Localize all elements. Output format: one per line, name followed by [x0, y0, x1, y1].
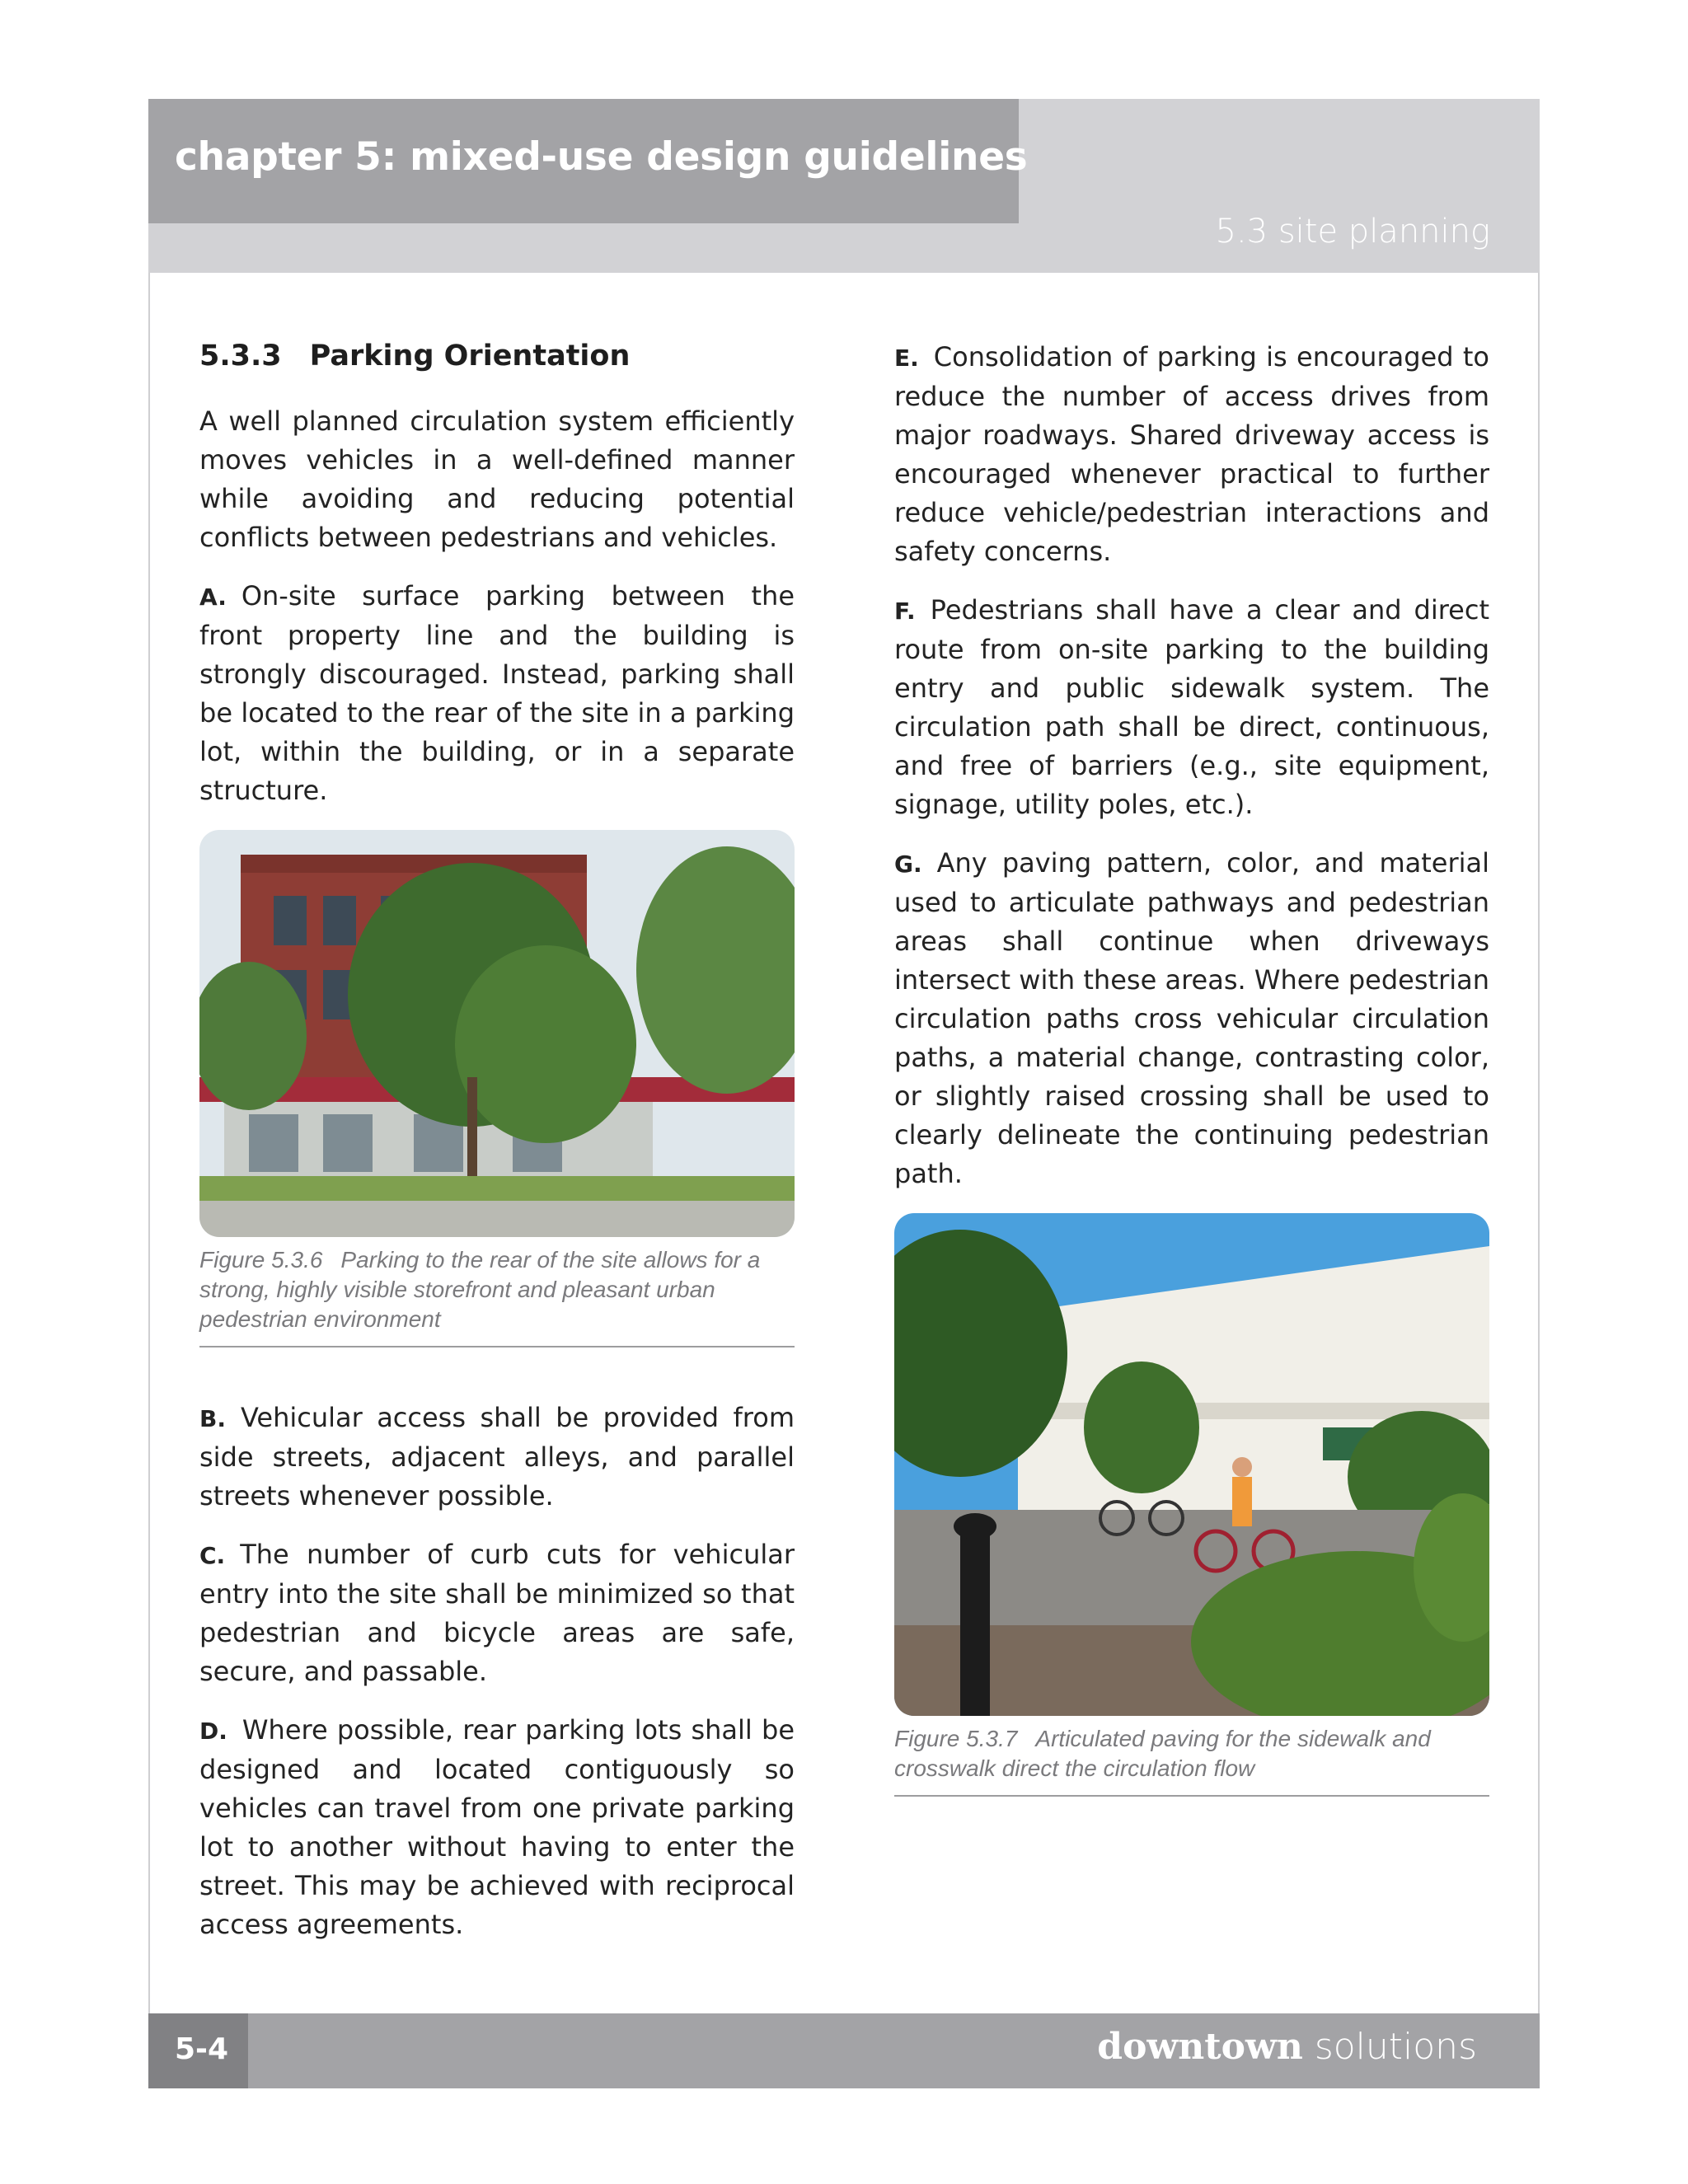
figure-caption [894, 1716, 1489, 1797]
intro-paragraph: A well planned circulation system efficiently moves vehicles in a well-defined manner while avoiding and reducing potential conflicts between pedestrians and vehicles. [199, 405, 795, 553]
item-text: Consolidation of parking is encouraged to reduce the number of access drives from major roadways. Shared driveway access is encouraged whenever practical to further reduce vehicle/pedestrian interactions and safety concerns. [894, 341, 1489, 567]
item-letter: F. [894, 598, 916, 625]
figure-caption-text: Parking to the rear of the site allows for a strong, highly visible storefront and pleasant urban pedestrian environment [199, 1246, 761, 1332]
section-label: 5.3 site planning [1215, 213, 1490, 251]
item-letter: D. [199, 1717, 227, 1745]
brand-light: solutions [1314, 2026, 1477, 2068]
section-number: 5.3.3 [199, 340, 282, 373]
chapter-title: chapter 5: mixed-use design guidelines [175, 134, 1028, 180]
item-text: Any paving pattern, color, and material used to articulate pathways and pedestrian areas shall continue when driveways intersect with these areas. Where pedestrian circulation paths cross vehicular circulation paths, a material change, contrasting color, or slightly raised crossing shall be used to clearly delineate the continuing pedestrian path. [894, 847, 1489, 1189]
item-letter: C. [199, 1541, 226, 1569]
item-letter: G. [894, 851, 922, 878]
item-text: On-site surface parking between the front property line and the building is strongly discouraged. Instead, parking shall be located to the rear of the site in a parking lot, within the building, or in a separate structure. [199, 579, 795, 806]
left-column [199, 338, 795, 1964]
item-f [894, 591, 1489, 824]
item-letter: E. [894, 344, 919, 372]
item-d [199, 1711, 795, 1944]
figure-number: Figure 5.3.7 [894, 1726, 1018, 1751]
item-e [894, 338, 1489, 571]
figure-caption [199, 1237, 795, 1347]
item-c [199, 1535, 795, 1691]
item-letter: B. [199, 1404, 226, 1432]
item-text: Pedestrians shall have a clear and direct route from on-site parking to the building entry and public sidewalk system. The circulation path shall be direct, continuous, and free of barriers (e.g., site equipment, signage, utility poles, etc.). [894, 594, 1489, 820]
page-number: 5-4 [175, 2032, 229, 2066]
item-text: Vehicular access shall be provided from side streets, adjacent alleys, and parallel streets whenever possible. [199, 1401, 795, 1511]
item-b [199, 1399, 795, 1516]
section-heading [199, 338, 795, 376]
figure-photo-storefront [199, 830, 795, 1237]
streetscape-illustration [894, 1213, 1489, 1716]
item-a [199, 577, 795, 810]
brand-logo [1097, 2026, 1477, 2068]
brand-bold: downtown [1097, 2026, 1303, 2068]
section-title: Parking Orientation [309, 340, 631, 373]
item-text: The number of curb cuts for vehicular entry into the site shall be minimized so that pedestrian and bicycle areas are safe, secure, and passable. [199, 1538, 795, 1687]
item-letter: A. [199, 583, 227, 611]
figure-photo-streetscape [894, 1213, 1489, 1716]
item-text: Where possible, rear parking lots shall be designed and located contiguously so vehicles can travel from one private parking lot to another without having to enter the street. This may be achieved with reciprocal access agreements. [199, 1713, 795, 1940]
figure-caption-text: Articulated paving for the sidewalk and crosswalk direct the circulation flow [894, 1726, 1431, 1781]
figure-number: Figure 5.3.6 [199, 1246, 323, 1272]
item-g [894, 844, 1489, 1193]
right-column [894, 338, 1489, 1797]
storefront-illustration [199, 830, 795, 1237]
